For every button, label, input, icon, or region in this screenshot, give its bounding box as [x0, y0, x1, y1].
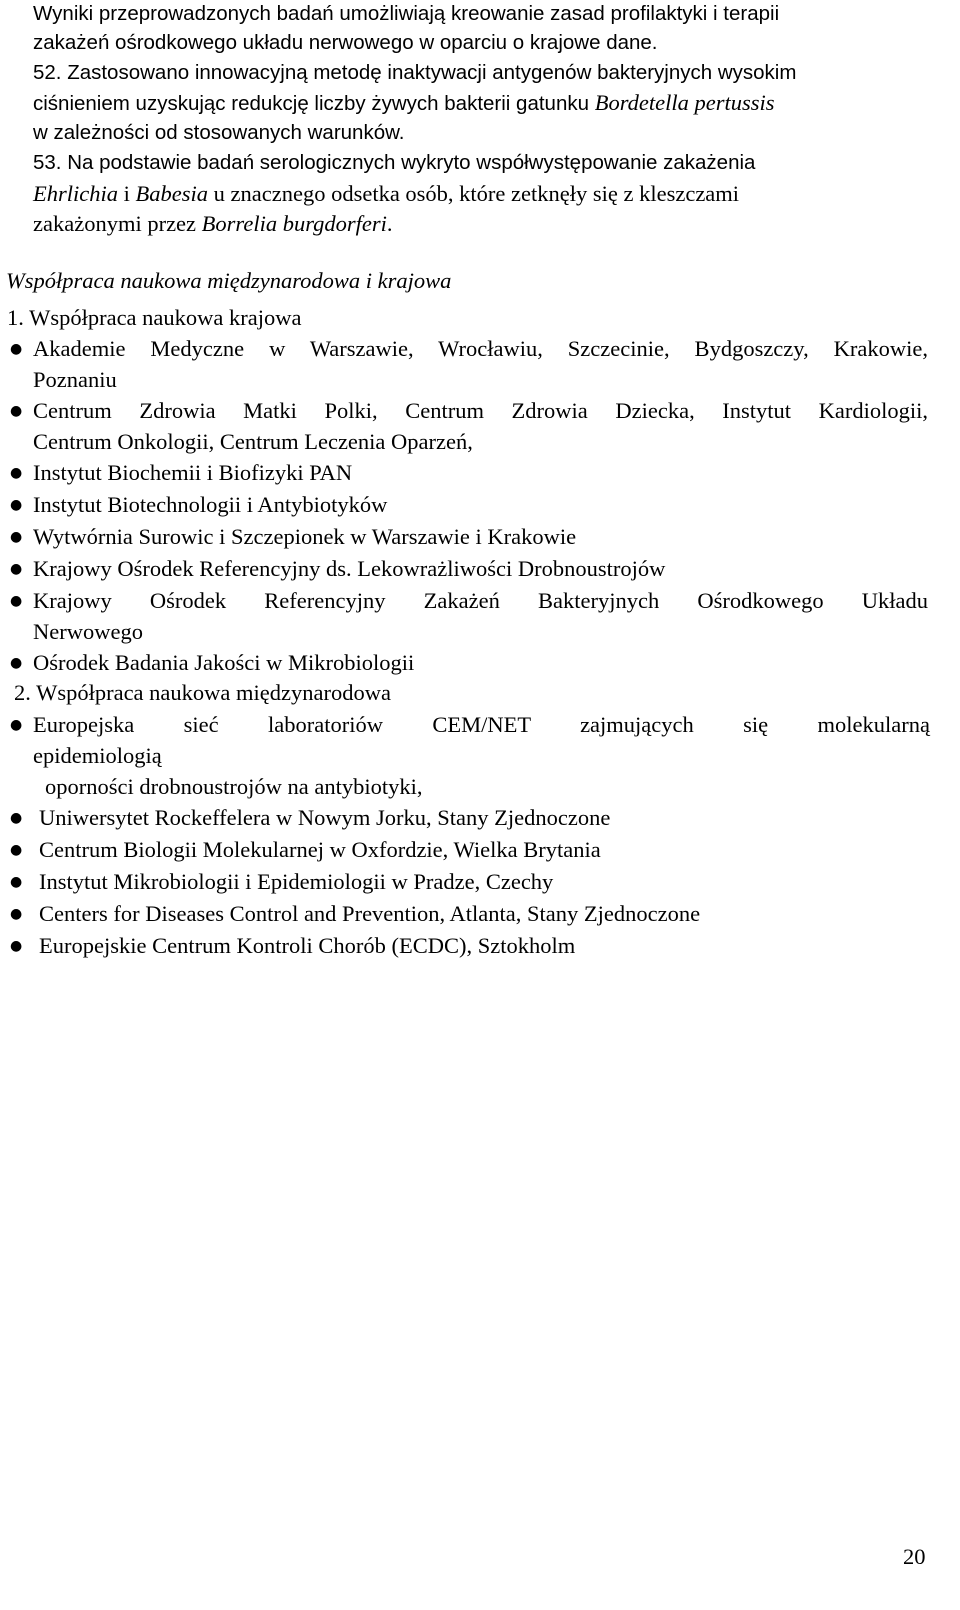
list-item-text: Akademie Medyczne w Warszawie, Wrocławiu, Szczecinie, Bydgoszczy, Krakowie,	[33, 336, 928, 361]
text: zakażonymi przez	[33, 211, 202, 236]
list-item-text: Centrum Biologii Molekularnej w Oxfordzie, Wielka Brytania	[39, 837, 601, 862]
bullet-icon: ●	[10, 465, 23, 481]
bullet-icon: ●	[10, 874, 23, 890]
text: .	[386, 211, 393, 236]
item-52-line	[33, 89, 775, 118]
species-name: Babesia	[135, 181, 209, 206]
bullet-icon: ●	[10, 529, 23, 545]
list-item-text: Poznaniu	[33, 367, 117, 392]
bullet-icon: ●	[10, 341, 23, 357]
item-52-line: w zależności od stosowanych warunków.	[33, 121, 405, 144]
bullet-icon: ●	[10, 593, 23, 609]
species-name: Ehrlichia	[33, 181, 118, 206]
item-52-line: 52. Zastosowano innowacyjną metodę inaktywacji antygenów bakteryjnych wysokim	[33, 61, 797, 84]
text: ciśnieniem uzyskując redukcję liczby żywych bakterii gatunku	[33, 92, 595, 115]
item-53-line	[33, 180, 739, 208]
page-number: 20	[903, 1544, 926, 1569]
bullet-icon: ●	[10, 655, 23, 671]
bullet-icon: ●	[10, 403, 23, 419]
item-53-line: 53. Na podstawie badań serologicznych wykryto współwystępowanie zakażenia	[33, 151, 756, 174]
item-53-line	[33, 210, 393, 238]
bullet-icon: ●	[10, 810, 23, 826]
list-item-text: Instytut Biotechnologii i Antybiotyków	[33, 492, 388, 517]
bullet-icon: ●	[10, 561, 23, 577]
bullet-icon: ●	[10, 938, 23, 954]
list-item-text: Centers for Diseases Control and Prevention, Atlanta, Stany Zjednoczone	[39, 901, 701, 926]
list-item-text: Instytut Biochemii i Biofizyki PAN	[33, 460, 353, 485]
list-item-text: Krajowy Ośrodek Referencyjny ds. Lekowrażliwości Drobnoustrojów	[33, 556, 666, 581]
section-heading: Współpraca naukowa międzynarodowa i krajowa	[6, 268, 452, 293]
bullet-icon: ●	[10, 842, 23, 858]
bullet-icon: ●	[10, 497, 23, 513]
list-item-text: Instytut Mikrobiologii i Epidemiologii w Pradze, Czechy	[39, 869, 554, 894]
list-item-text: Wytwórnia Surowic i Szczepionek w Warszawie i Krakowie	[33, 524, 577, 549]
bullet-icon: ●	[10, 906, 23, 922]
list-item-text: Europejskie Centrum Kontroli Chorób (ECDC), Sztokholm	[39, 933, 576, 958]
text: i	[118, 181, 136, 206]
list-item-text: Uniwersytet Rockeffelera w Nowym Jorku, Stany Zjednoczone	[39, 805, 611, 830]
intro-line: Wyniki przeprowadzonych badań umożliwiają kreowanie zasad profilaktyki i terapii	[33, 2, 780, 25]
list-item-text: oporności drobnoustrojów na antybiotyki,	[45, 774, 423, 799]
bullet-icon: ●	[10, 717, 23, 733]
international-title: 2. Współpraca naukowa międzynarodowa	[14, 680, 391, 705]
list-item-text: Europejska sieć laboratoriów CEM/NET zajmujących się molekularną	[33, 712, 930, 737]
list-item-text: Centrum Onkologii, Centrum Leczenia Oparzeń,	[33, 429, 473, 454]
list-item-text: epidemiologią	[33, 743, 162, 768]
list-item-text: Nerwowego	[33, 619, 143, 644]
domestic-title: 1. Współpraca naukowa krajowa	[7, 305, 302, 330]
species-name: Bordetella pertussis	[594, 90, 775, 115]
list-item-text: Centrum Zdrowia Matki Polki, Centrum Zdrowia Dziecka, Instytut Kardiologii,	[33, 398, 928, 423]
species-name: Borrelia burgdorferi	[201, 211, 387, 236]
list-item-text: Krajowy Ośrodek Referencyjny Zakażeń Bakteryjnych Ośrodkowego Układu	[33, 588, 928, 613]
intro-line: zakażeń ośrodkowego układu nerwowego w oparciu o krajowe dane.	[33, 31, 658, 54]
list-item-text: Ośrodek Badania Jakości w Mikrobiologii	[33, 650, 415, 675]
text: u znacznego odsetka osób, które zetknęły się z kleszczami	[208, 181, 740, 206]
